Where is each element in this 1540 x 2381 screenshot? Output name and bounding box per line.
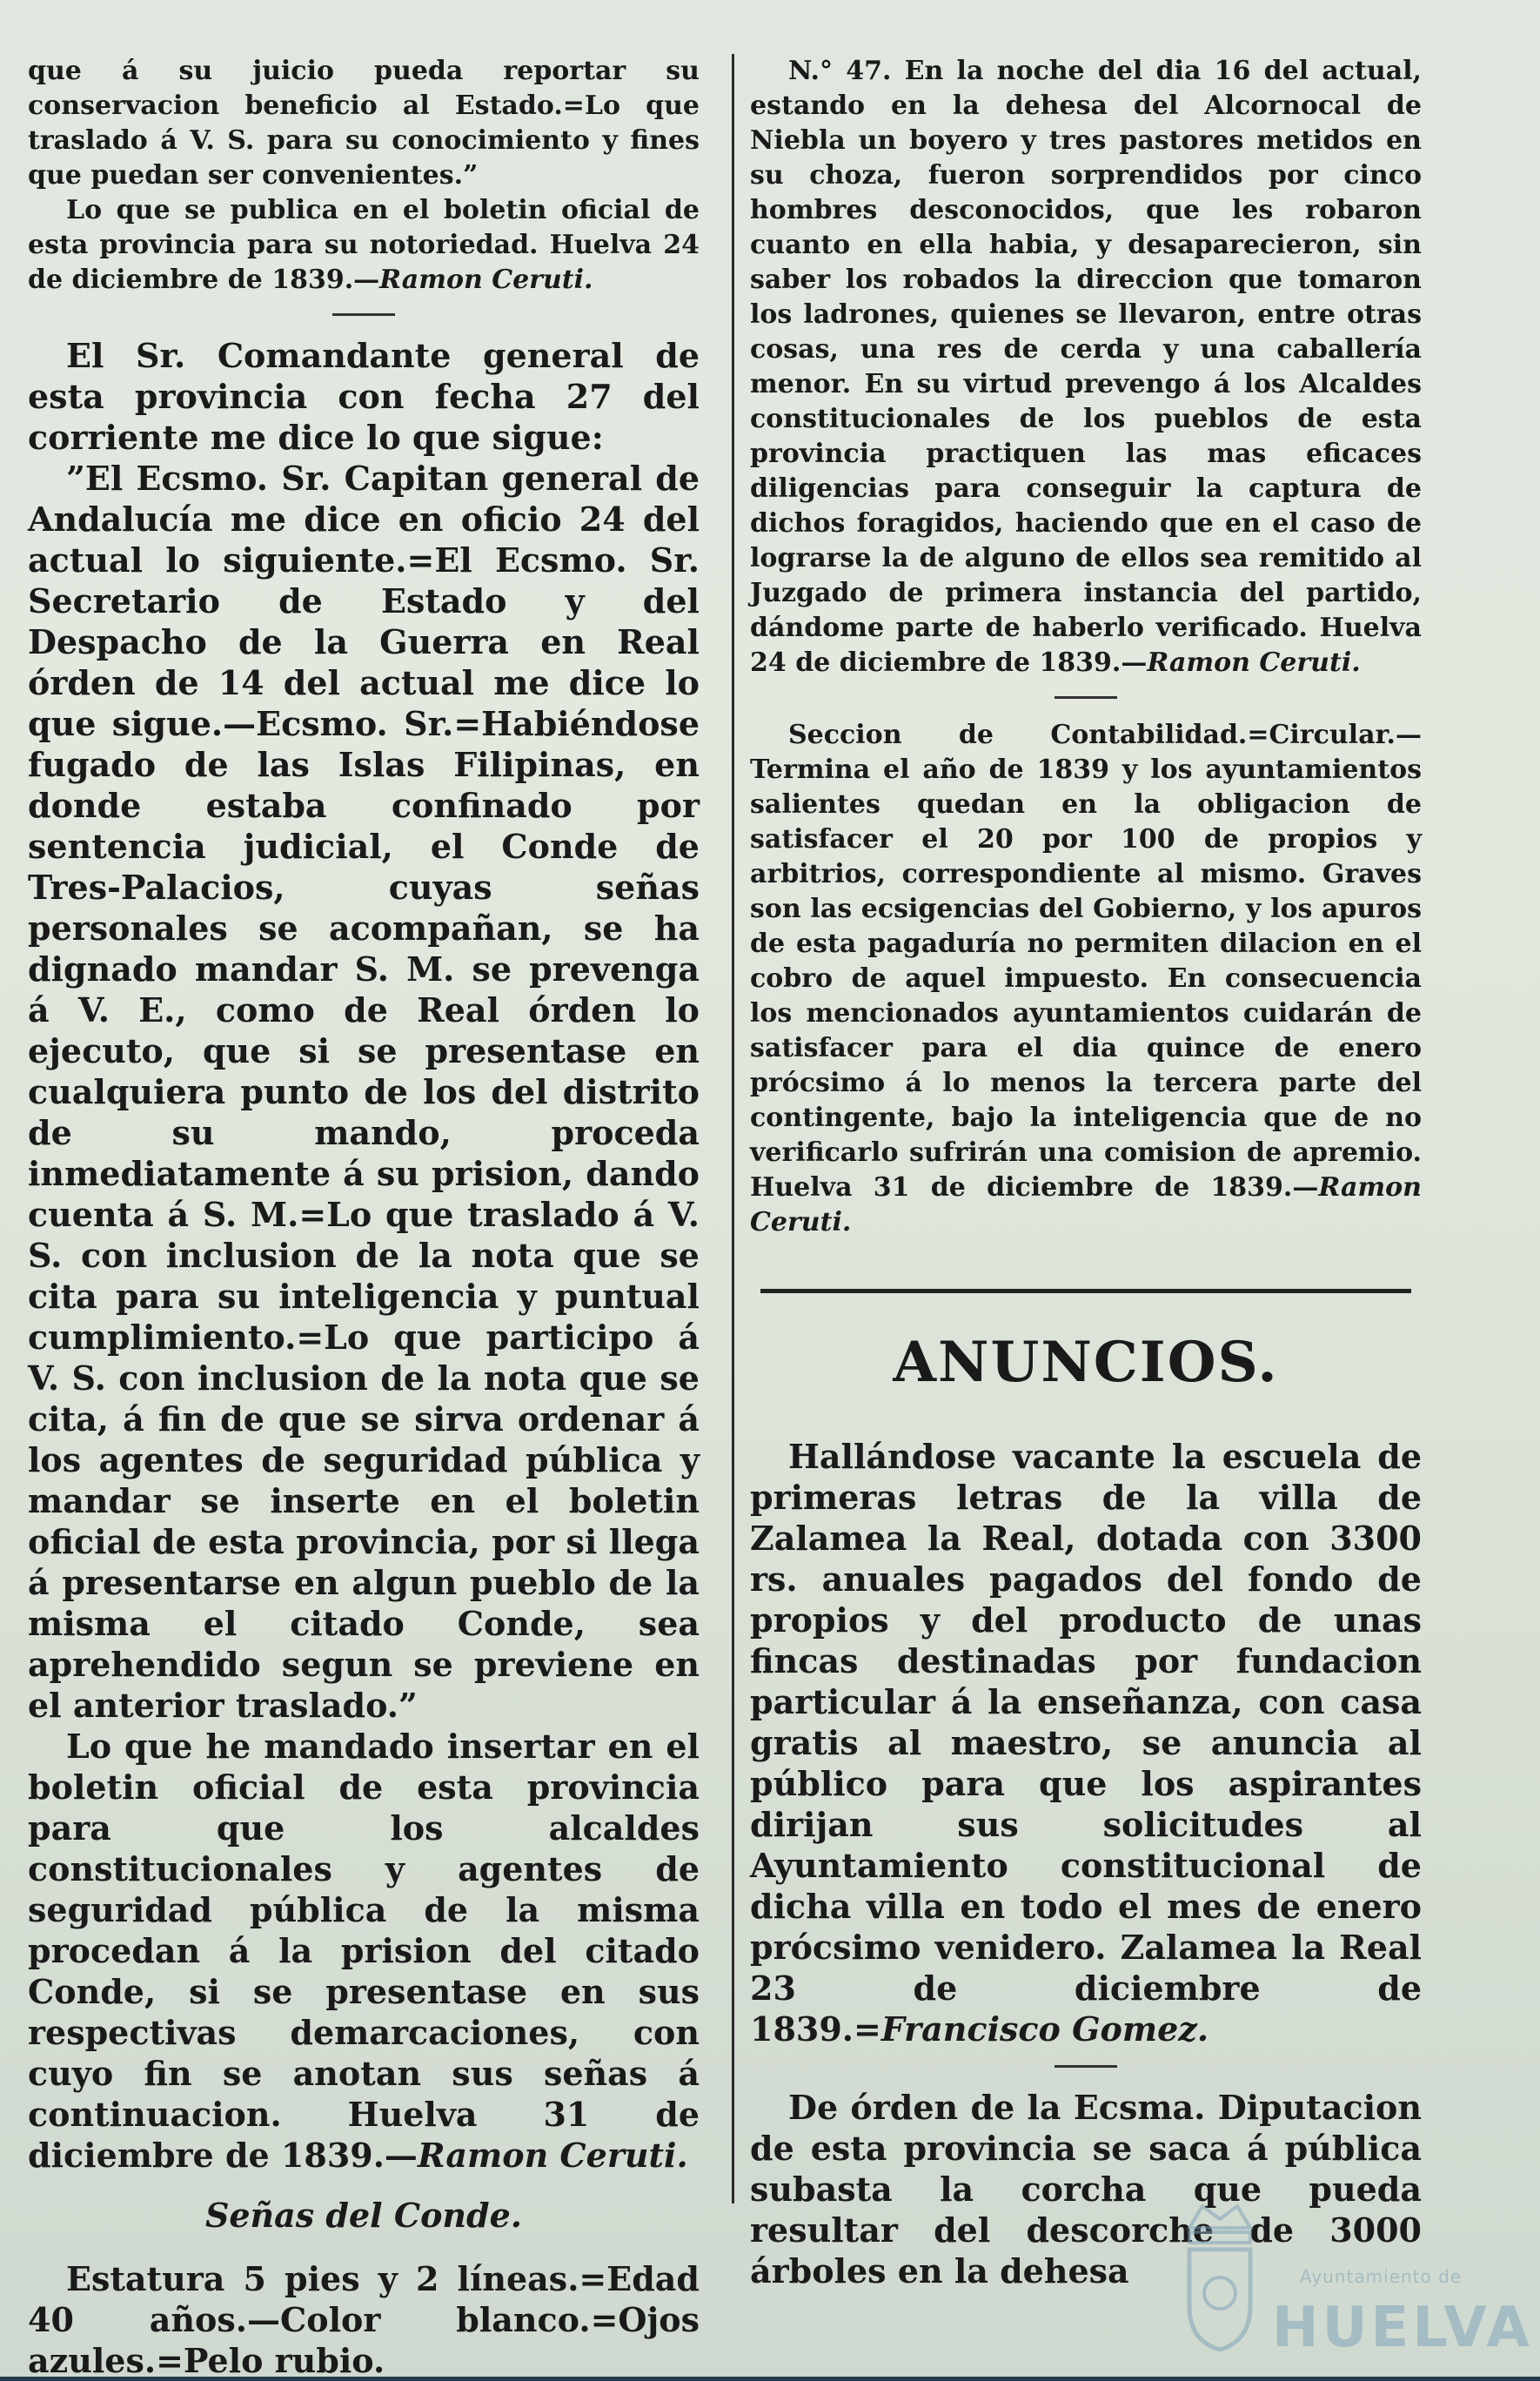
watermark-logo xyxy=(1176,2193,1533,2367)
right-paragraph-3 xyxy=(750,1436,1422,2049)
separator xyxy=(1055,696,1117,699)
anuncios-heading: ANUNCIOS. xyxy=(893,1330,1279,1395)
right-paragraph-1 xyxy=(750,54,1422,681)
watermark-subtitle: Ayuntamiento de xyxy=(1300,2266,1463,2287)
senas-text: Estatura 5 pies y 2 líneas.=Edad 40 años.—Color blanco.=Ojos azules.=Pelo rubio. xyxy=(28,2259,700,2380)
left-paragraph-2-signature: Ramon Ceruti. xyxy=(379,265,593,295)
left-paragraph-2 xyxy=(28,193,700,298)
right-paragraph-4: De órden de la Ecsma. Diputacion de esta provincia se saca á pública subasta la corcha que pueda resultar del descorche de 3000 árboles en la dehesa xyxy=(750,2088,1422,2290)
left-paragraph-1: que á su juicio pueda reportar su conservacion beneficio al Estado.=Lo que traslado á V. S. para su conocimiento y fines que puedan ser convenientes.” xyxy=(28,56,700,191)
senas-heading: Señas del Conde. xyxy=(204,2196,523,2235)
left-paragraph-5 xyxy=(28,1726,700,2176)
separator xyxy=(1055,2065,1117,2068)
left-paragraph-5-signature: Ramon Ceruti. xyxy=(417,2136,688,2175)
section-rule xyxy=(760,1289,1411,1293)
right-paragraph-3-signature: Francisco Gomez. xyxy=(880,2009,1209,2049)
right-paragraph-2-signature: Ramon Ceruti. xyxy=(750,1172,1422,1237)
right-column xyxy=(750,54,1422,2291)
right-paragraph-1-signature: Ramon Ceruti. xyxy=(1147,647,1361,678)
right-paragraph-1-text: N.° 47. En la noche del dia 16 del actual, estando en la dehesa del Alcornocal de Niebla un boyero y tres pastores metidos en su choza, fueron sorprendidos por cinco hombres desconocidos, que les robaron cuanto en ella habia, y desaparecieron, sin saber los robados la direccion que tomaron los ladrones, quienes se llevaron, entre otras cosas, una res de cerda y una caballería menor. En su virtud prevengo á los Alcaldes constitucionales de los pueblos de esta provincia practiquen las mas eficaces diligencias para conseguir la captura de dichos foragidos, haciendo que en el caso de lograrse la de alguno de ellos sea remitido al Juzgado de primera instancia del partido, dándome parte de haberlo verificado. Huelva 24 de diciembre de 1839.— xyxy=(750,56,1422,678)
left-paragraph-2-text: Lo que se publica en el boletin oficial de esta provincia para su notoriedad. Huelva 24 de diciembre de 1839.— xyxy=(28,195,700,295)
separator xyxy=(332,313,395,316)
right-paragraph-2 xyxy=(750,718,1422,1240)
right-paragraph-3-text: Hallándose vacante la escuela de primeras letras de la villa de Zalamea la Real, dotada con 3300 rs. anuales pagados del fondo de propios y del producto de unas fincas destinadas por fundacion particular á la enseñanza, con casa gratis al maestro, se anuncia al público para que los aspirantes dirijan sus solicitudes al Ayuntamiento constitucional de dicha villa en todo el mes de enero prócsimo venidero. Zalamea la Real 23 de diciembre de 1839.= xyxy=(750,1437,1422,2049)
left-paragraph-5-text: Lo que he mandado insertar en el boletin oficial de esta provincia para que los alcaldes constitucionales y agentes de seguridad pública de la misma procedan á la prision del citado Conde, si se presentase en sus respectivas demarcaciones, con cuyo fin se anotan sus señas á continuacion. Huelva 31 de diciembre de 1839.— xyxy=(28,1727,700,2175)
left-column xyxy=(28,54,700,2381)
left-paragraph-4: ”El Ecsmo. Sr. Capitan general de Andalucía me dice en oficio 24 del actual lo siguiente.=El Ecsmo. Sr. Secretario de Estado y del Despacho de la Guerra en Real órden de 14 del actual me dice lo que sigue.—Ecsmo. Sr.=Habiéndose fugado de las Islas Filipinas, en donde estaba confinado por sentencia judicial, el Conde de Tres-Palacios, cuyas señas personales se acompañan, se ha dignado mandar S. M. se prevenga á V. E., como de Real órden lo ejecuto, que si se presentase en cualquiera punto de los del distrito de su mando, proceda inmediatamente á su prision, dando cuenta á S. M.=Lo que traslado á V. S. con inclusion de la nota que se cita para su inteligencia y puntual cumplimiento.=Lo que participo á V. S. con inclusion de la nota que se cita, á fin de que se sirva ordenar á los agentes de seguridad pública y mandar se inserte en el boletin oficial de esta provincia, por si llega á presentarse en algun pueblo de la misma el citado Conde, sea aprehendido segun se previene en el anterior traslado.” xyxy=(28,459,700,1725)
crown-shield-icon xyxy=(1176,2193,1263,2358)
right-paragraph-2-text: Seccion de Contabilidad.=Circular.—Termina el año de 1839 y los ayuntamientos salientes quedan en la obligacion de satisfacer el 20 por 100 de propios y arbitrios, correspondiente al mismo. Graves son las ecsigencias del Gobierno, y los apuros de esta pagaduría no permiten dilacion en el cobro de aquel impuesto. En consecuencia los mencionados ayuntamientos cuidarán de satisfacer para el dia quince de enero prócsimo á lo menos la tercera parte del contingente, bajo la inteligencia que de no verificarlo sufrirán una comision de apremio. Huelva 31 de diciembre de 1839.— xyxy=(750,720,1422,1203)
watermark-name: HUELVA xyxy=(1272,2296,1533,2360)
left-paragraph-3: El Sr. Comandante general de esta provincia con fecha 27 del corriente me dice lo que sigue: xyxy=(28,336,700,457)
column-divider xyxy=(732,54,734,2203)
